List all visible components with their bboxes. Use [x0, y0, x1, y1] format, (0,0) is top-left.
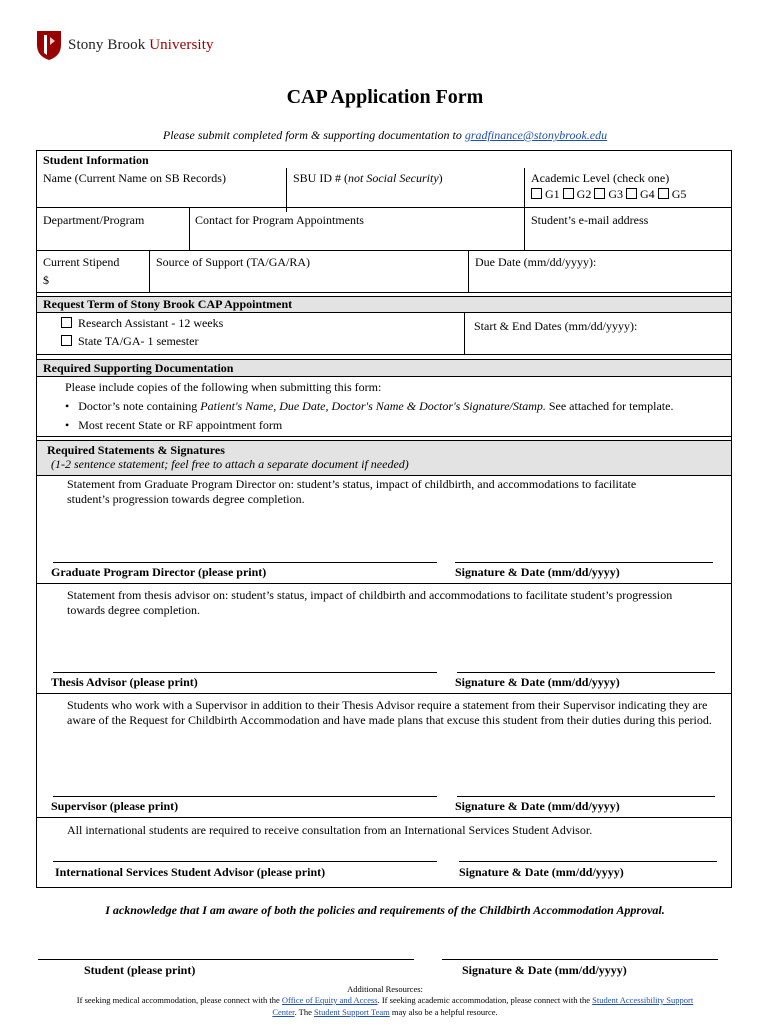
- gpd-print-label: Graduate Program Director (please print): [51, 565, 267, 579]
- student-accessibility-link-cont[interactable]: Center: [272, 1007, 295, 1017]
- student-accessibility-link[interactable]: Student Accessibility Support: [592, 995, 694, 1005]
- student-support-team-link[interactable]: Student Support Team: [314, 1007, 390, 1017]
- ta-checkbox[interactable]: [61, 335, 72, 346]
- advisor-signature-label: Signature & Date (mm/dd/yyyy): [455, 675, 620, 689]
- academic-level-label: Academic Level (check one): [531, 171, 670, 185]
- appointment-form-item: • Most recent State or RF appointment form: [65, 418, 283, 432]
- gpd-signature-label: Signature & Date (mm/dd/yyyy): [455, 565, 620, 579]
- student-info-heading: Student Information: [43, 153, 149, 167]
- university-logo: [36, 28, 214, 62]
- office-of-equity-link[interactable]: Office of Equity and Access: [281, 995, 378, 1005]
- advisor-print-label: Thesis Advisor (please print): [51, 675, 198, 689]
- intl-print-line[interactable]: [53, 861, 437, 862]
- international-statement-text: All international students are required to receive consultation from an International Services Student Advisor.: [67, 823, 593, 837]
- name-label: Name (Current Name on SB Records): [43, 171, 226, 185]
- sbu-id-label: SBU ID # (not Social Security): [293, 171, 443, 185]
- acknowledgement-statement: I acknowledge that I am aware of both the policies and requirements of the Childbirth Accommodation Approval.: [105, 903, 665, 917]
- statements-note: (1-2 sentence statement; feel free to attach a separate document if needed): [51, 457, 409, 471]
- documentation-intro: Please include copies of the following when submitting this form:: [65, 380, 382, 394]
- application-form: [36, 150, 732, 888]
- supervisor-signature-label: Signature & Date (mm/dd/yyyy): [455, 799, 620, 813]
- intl-print-label: International Services Student Advisor (please print): [55, 865, 326, 879]
- level-g2[interactable]: G2: [563, 187, 592, 201]
- shield-icon: [36, 29, 62, 61]
- level-g5[interactable]: G5: [658, 187, 687, 201]
- gpd-signature-line[interactable]: [455, 562, 713, 563]
- ra-checkbox[interactable]: [61, 317, 72, 328]
- student-print-line[interactable]: [38, 959, 414, 960]
- intl-signature-line[interactable]: [459, 861, 717, 862]
- advisor-statement-text: Statement from thesis advisor on: student’s status, impact of childbirth and accommodations to facilitate student’s progression towards degree completion.: [67, 588, 673, 617]
- student-signature-label: Signature & Date (mm/dd/yyyy): [462, 963, 627, 977]
- documentation-heading: Required Supporting Documentation: [43, 361, 234, 375]
- option-state-ta[interactable]: State TA/GA- 1 semester: [61, 334, 198, 349]
- stipend-currency: $: [43, 273, 49, 287]
- level-g3[interactable]: G3: [594, 187, 623, 201]
- supervisor-signature-line[interactable]: [457, 796, 715, 797]
- stipend-label: Current Stipend: [43, 255, 120, 269]
- page-title: CAP Application Form: [286, 86, 484, 108]
- gpd-print-line[interactable]: [53, 562, 437, 563]
- due-date-label: Due Date (mm/dd/yyyy):: [475, 255, 597, 269]
- resources-line-1: If seeking medical accommodation, please connect with the Office of Equity and Access. If seeking academic accommodation, please connect with the Student Accessibility Support: [76, 995, 694, 1005]
- intl-signature-label: Signature & Date (mm/dd/yyyy): [459, 865, 624, 879]
- resources-title: Additional Resources:: [347, 984, 423, 994]
- department-label: Department/Program: [43, 213, 145, 227]
- email-link[interactable]: gradfinance@stonybrook.edu: [464, 128, 608, 142]
- support-source-label: Source of Support (TA/GA/RA): [156, 255, 311, 269]
- academic-level-options: [531, 187, 686, 202]
- advisor-signature-line[interactable]: [457, 672, 715, 673]
- contact-label: Contact for Program Appointments: [195, 213, 364, 227]
- supervisor-print-label: Supervisor (please print): [51, 799, 179, 813]
- level-g1[interactable]: G1: [531, 187, 560, 201]
- resources-line-2: Center. The Student Support Team may also be a helpful resource.: [272, 1007, 498, 1017]
- logo-text: Stony Brook University: [68, 36, 214, 53]
- submission-instructions: Please submit completed form & supporting documentation to gradfinance@stonybrook.edu: [162, 128, 608, 142]
- start-end-dates-label: Start & End Dates (mm/dd/yyyy):: [474, 319, 638, 333]
- supervisor-print-line[interactable]: [53, 796, 437, 797]
- level-g4[interactable]: G4: [626, 187, 655, 201]
- email-label: Student’s e-mail address: [531, 213, 649, 227]
- student-signature-line[interactable]: [442, 959, 718, 960]
- doctor-note-item: • Doctor’s note containing Patient's Name, Due Date, Doctor's Name & Doctor's Signature/Stamp. See attached for template.: [65, 399, 674, 413]
- gpd-statement-text: Statement from Graduate Program Director on: student’s status, impact of childbirth, and accommodations to facilitate student’s progression towards degree completion.: [67, 477, 637, 506]
- student-print-label: Student (please print): [84, 963, 196, 977]
- option-research-assistant[interactable]: Research Assistant - 12 weeks: [61, 316, 223, 331]
- advisor-print-line[interactable]: [53, 672, 437, 673]
- statements-heading: Required Statements & Signatures: [47, 443, 225, 457]
- supervisor-statement-text: Students who work with a Supervisor in addition to their Thesis Advisor require a statement from their Supervisor indicating they are aware of the Request for Childbirth Accommodation and have made plans that excuse this student from their duties during this period.: [67, 698, 712, 727]
- request-term-heading: Request Term of Stony Brook CAP Appointment: [43, 297, 293, 311]
